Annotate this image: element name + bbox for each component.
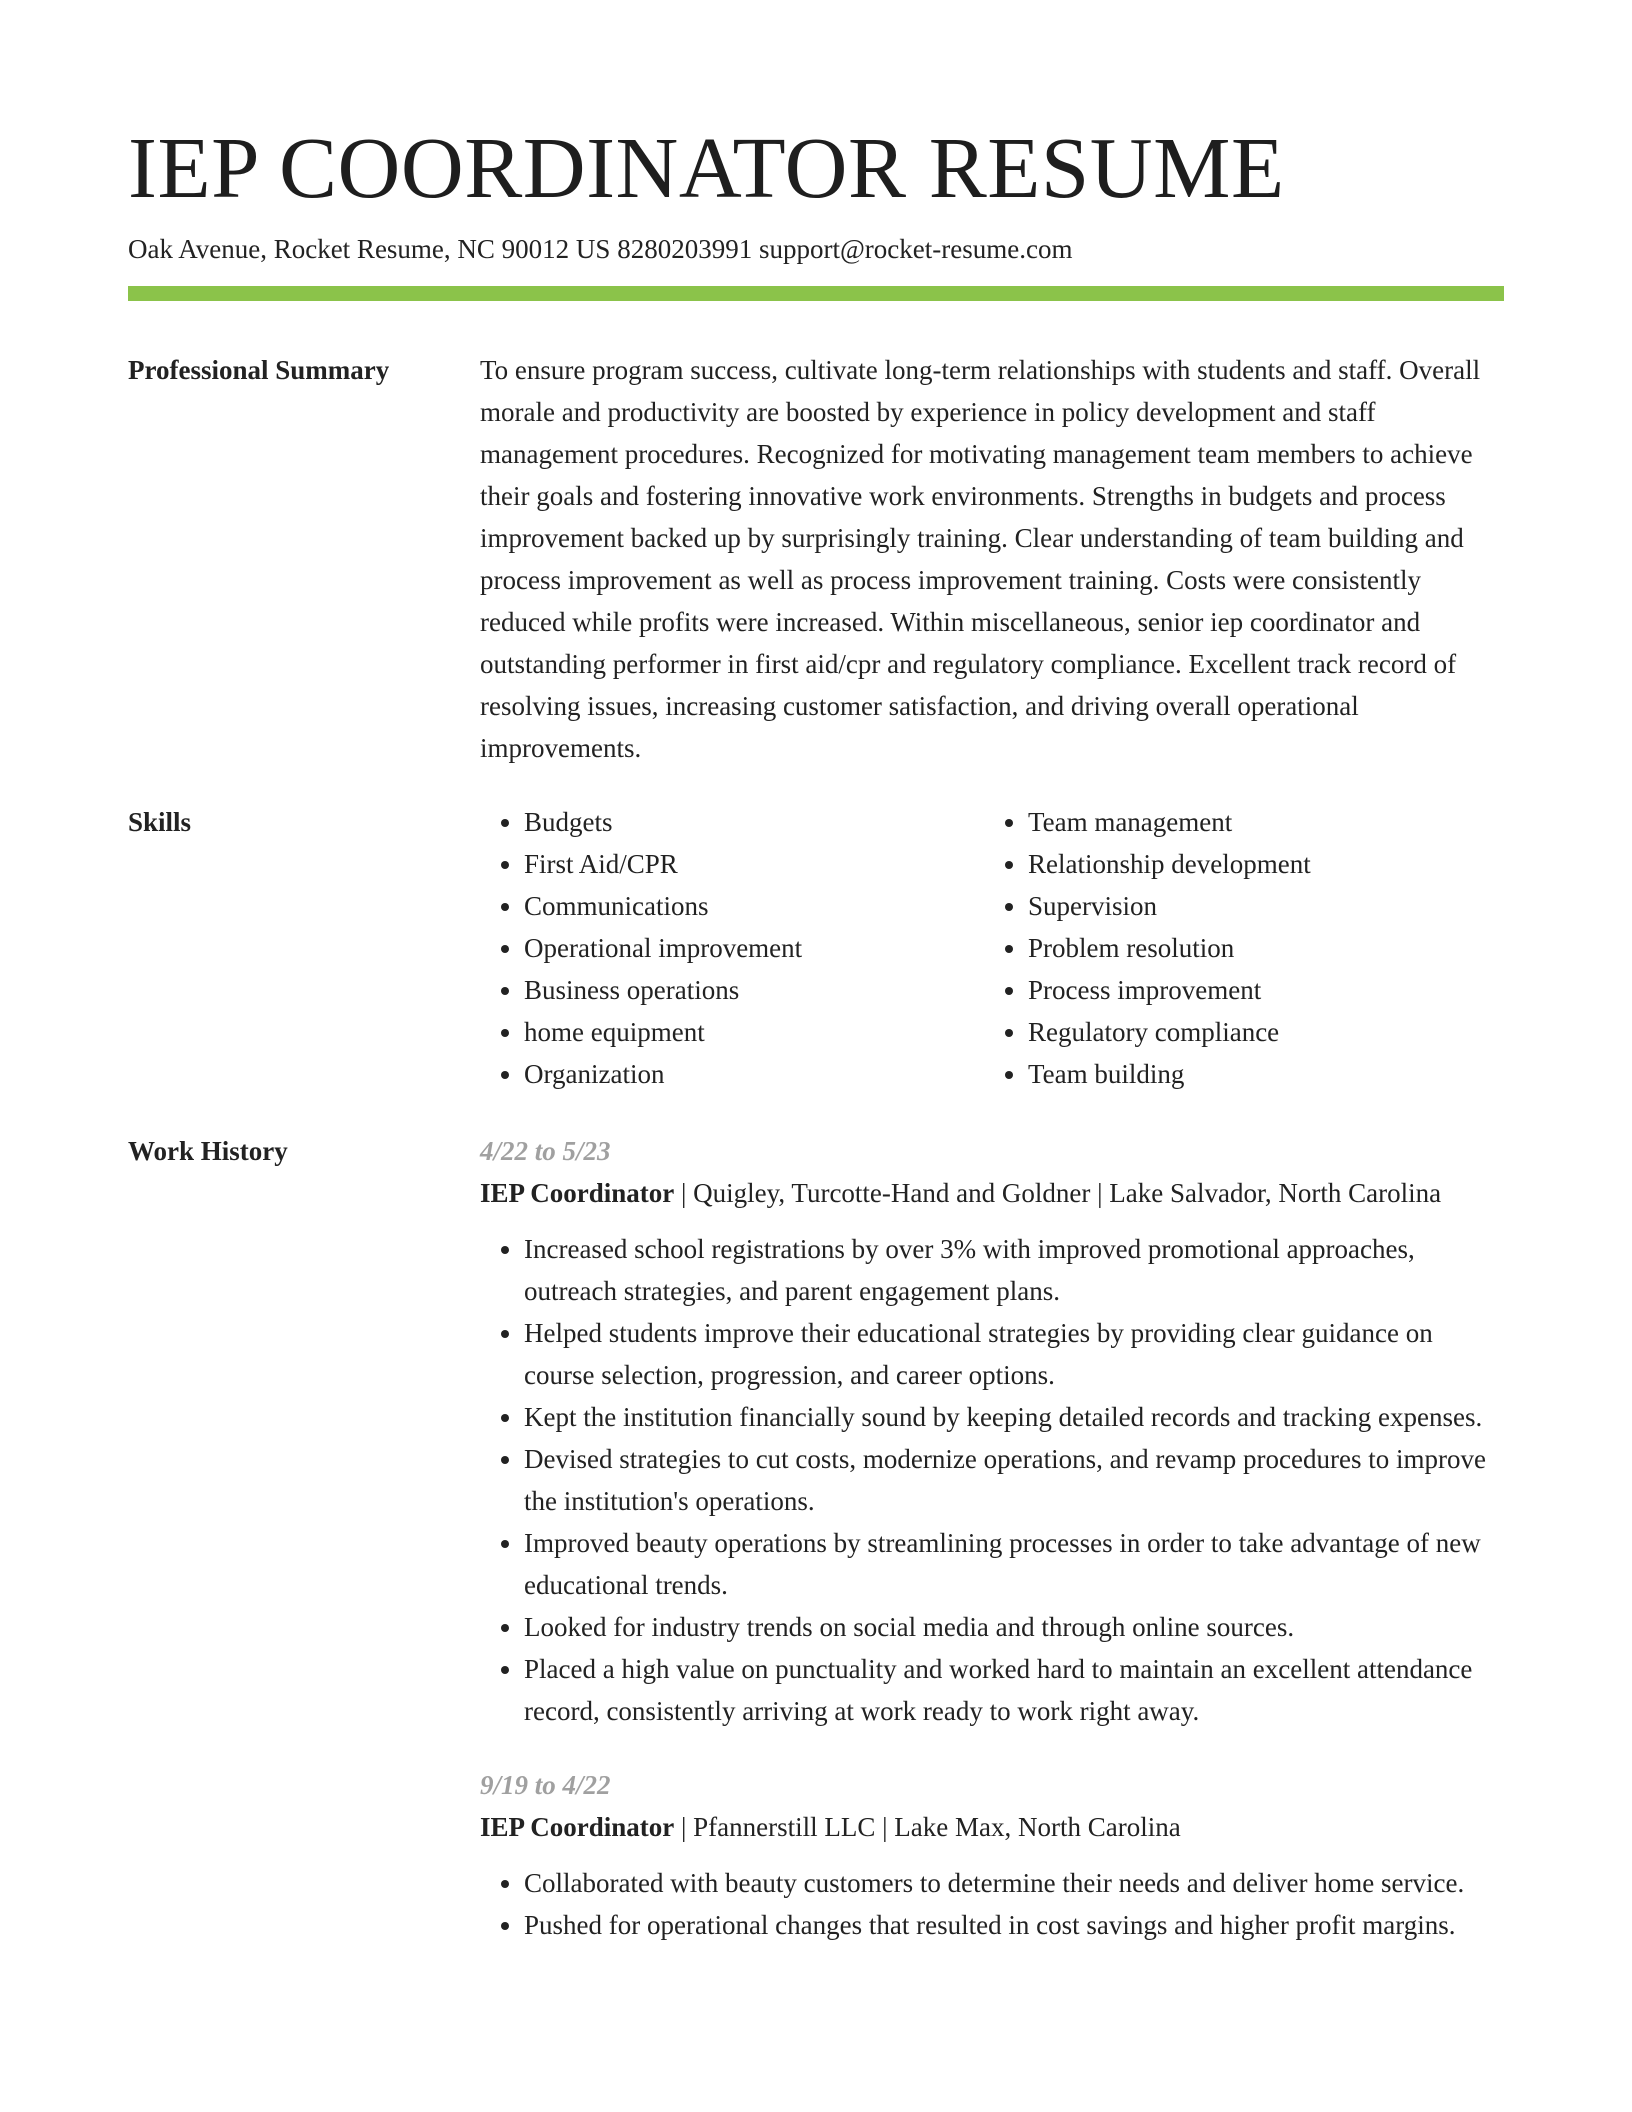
job-dates: 4/22 to 5/23 [480, 1136, 611, 1166]
header-divider [128, 286, 1504, 301]
duty-item: • Increased school registrations by over 3% with improved promotional approaches, outreach strategies, and parent engagement plans. [524, 1228, 1504, 1312]
duty-item: • Placed a high value on punctuality and worked hard to maintain an excellent attendance record, consistently arriving at work ready to work right away. [524, 1648, 1504, 1732]
duty-item: • Collaborated with beauty customers to determine their needs and deliver home service. [524, 1862, 1504, 1904]
job-details: | Pfannerstill LLC | Lake Max, North Carolina [674, 1812, 1181, 1842]
skill-item: • Organization [524, 1053, 984, 1095]
skills-column-left [480, 801, 984, 1095]
skill-item: • Business operations [524, 969, 984, 1011]
job-title: IEP Coordinator [480, 1812, 675, 1842]
skill-item: • Operational improvement [524, 927, 984, 969]
duty-item: • Looked for industry trends on social media and through online sources. [524, 1606, 1504, 1648]
skill-item: • Supervision [1028, 885, 1311, 927]
job-details: | Quigley, Turcotte-Hand and Goldner | Lake Salvador, North Carolina [674, 1178, 1442, 1208]
job-heading [480, 1806, 1504, 1848]
skill-item: • First Aid/CPR [524, 843, 984, 885]
skills-column-right [984, 801, 1311, 1095]
skill-item: • Problem resolution [1028, 927, 1311, 969]
job-heading [480, 1172, 1504, 1214]
skill-item: • Regulatory compliance [1028, 1011, 1311, 1053]
job-title: IEP Coordinator [480, 1178, 675, 1208]
job-entry [480, 1764, 1504, 1946]
skills-grid [480, 801, 1504, 1095]
contact-line: Oak Avenue, Rocket Resume, NC 90012 US 8280203991 support@rocket-resume.com [128, 234, 1073, 264]
job-duties [480, 1862, 1504, 1946]
resume-title: IEP COORDINATOR RESUME [128, 119, 1285, 216]
skill-item: • Team management [1028, 801, 1311, 843]
job-duties [480, 1228, 1504, 1732]
job-list [480, 1130, 1504, 1946]
duty-item: • Kept the institution financially sound by keeping detailed records and tracking expenses. [524, 1396, 1504, 1438]
section-label: Work History [128, 1136, 288, 1166]
job-dates: 9/19 to 4/22 [480, 1770, 611, 1800]
summary-text: To ensure program success, cultivate long-term relationships with students and staff. Overall morale and productivity are boosted by experience in policy development and staff management procedures. Recognized for motivating management team members to achieve their goals and fostering innovative work environments. Strengths in budgets and process improvement backed up by surprisingly training. Clear understanding of team building and process improvement as well as process improvement training. Costs were consistently reduced while profits were increased. Within miscellaneous, senior iep coordinator and outstanding performer in first aid/cpr and regulatory compliance. Excellent track record of resolving issues, increasing customer satisfaction, and driving overall operational improvements. [480, 355, 1481, 763]
skill-item: • Budgets [524, 801, 984, 843]
skill-item: • home equipment [524, 1011, 984, 1053]
duty-item: • Improved beauty operations by streamlining processes in order to take advantage of new educational trends. [524, 1522, 1504, 1606]
duty-item: • Pushed for operational changes that resulted in cost savings and higher profit margins. [524, 1904, 1504, 1946]
skill-item: • Relationship development [1028, 843, 1311, 885]
skill-item: • Communications [524, 885, 984, 927]
job-entry [480, 1130, 1504, 1732]
duty-item: • Devised strategies to cut costs, modernize operations, and revamp procedures to improve the institution's operations. [524, 1438, 1504, 1522]
skill-item: • Process improvement [1028, 969, 1311, 1011]
skill-item: • Team building [1028, 1053, 1311, 1095]
section-label: Skills [128, 807, 192, 837]
duty-item: • Helped students improve their educational strategies by providing clear guidance on course selection, progression, and career options. [524, 1312, 1504, 1396]
section-label: Professional Summary [128, 355, 390, 385]
